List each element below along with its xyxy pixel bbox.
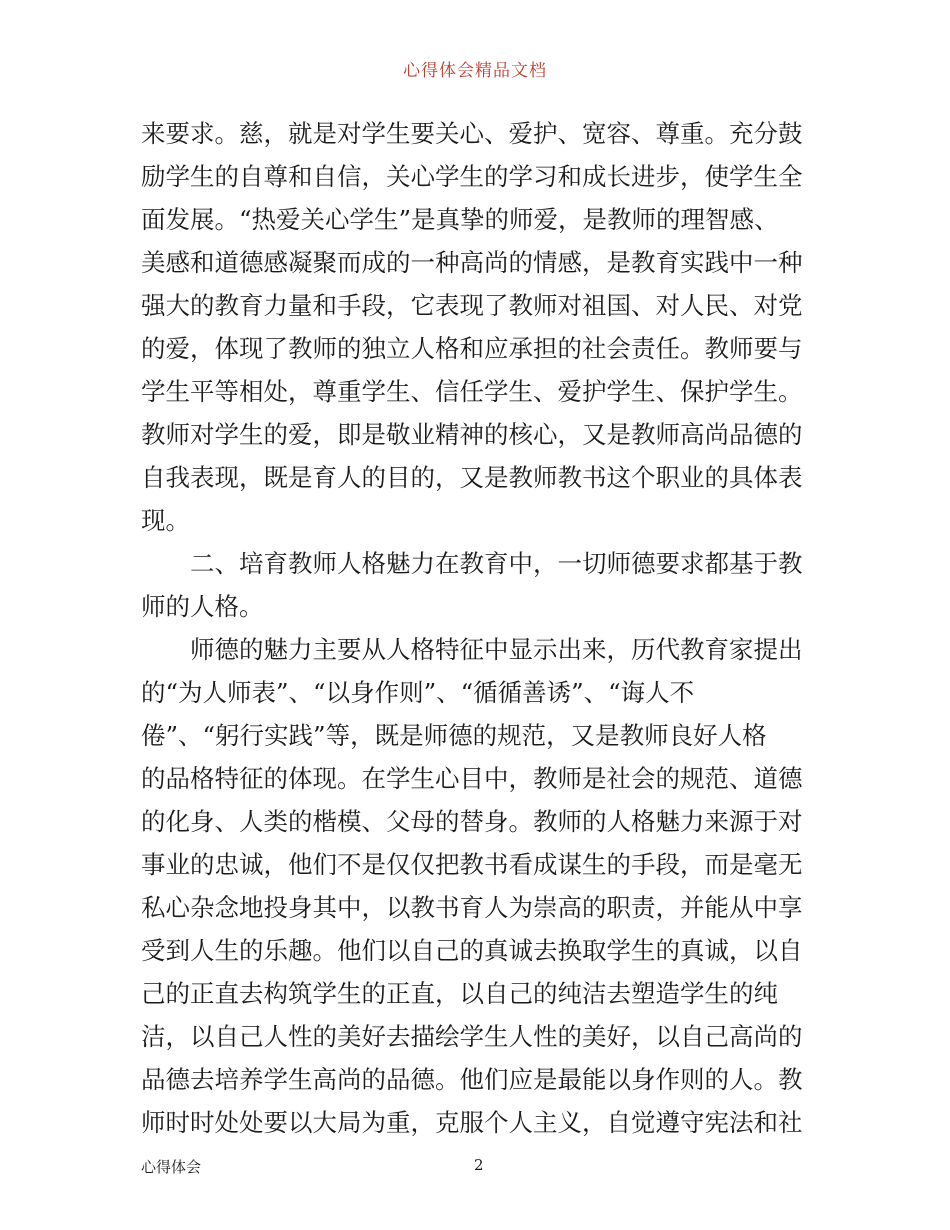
paragraph-start-line: 师德的魅力主要从人格特征中显示出来，历代教育家提出 — [190, 635, 803, 664]
text-line: 励学生的自尊和自信，关心学生的学习和成长进步，使学生全 — [141, 162, 803, 191]
text-line: 美感和道德感凝聚而成的一种高尚的情感，是教育实践中一种 — [141, 248, 803, 277]
text-line: 倦”、“躬行实践”等，既是师德的规范，又是教师良好人格 — [141, 721, 767, 750]
text-line: 师时时处处要以大局为重，克服个人主义，自觉遵守宪法和社 — [141, 1108, 803, 1137]
page-number: 2 — [474, 1156, 484, 1174]
page-footer — [141, 1156, 817, 1178]
text-line: 强大的教育力量和手段，它表现了教师对祖国、对人民、对党 — [141, 291, 803, 320]
page-header: 心得体会精品文档 — [403, 61, 547, 81]
text-line: 自我表现，既是育人的目的，又是教师教书这个职业的具体表 — [141, 463, 803, 492]
text-line: 来要求。慈，就是对学生要关心、爱护、宽容、尊重。充分鼓 — [141, 119, 803, 148]
text-line: 现。 — [141, 506, 190, 535]
text-line: 的“为人师表”、“以身作则”、“循循善诱”、“诲人不 — [141, 678, 695, 707]
text-line: 私心杂念地投身其中，以教书育人为崇高的职责，并能从中享 — [141, 893, 803, 922]
text-line: 的品格特征的体现。在学生心目中，教师是社会的规范、道德 — [141, 764, 803, 793]
text-line: 品德去培养学生高尚的品德。他们应是最能以身作则的人。教 — [141, 1065, 803, 1094]
text-line: 学生平等相处，尊重学生、信任学生、爱护学生、保护学生。 — [141, 377, 803, 406]
text-line: 的爱，体现了教师的独立人格和应承担的社会责任。教师要与 — [141, 334, 803, 363]
text-line: 师的人格。 — [141, 592, 264, 621]
text-line: 事业的忠诚，他们不是仅仅把教书看成谋生的手段，而是毫无 — [141, 850, 803, 879]
text-line: 面发展。“热爱关心学生”是真挚的师爱，是教师的理智感、 — [141, 205, 779, 234]
text-line: 洁，以自己人性的美好去描绘学生人性的美好，以自己高尚的 — [141, 1022, 803, 1051]
footer-label: 心得体会 — [141, 1158, 202, 1176]
document-body — [141, 112, 817, 1144]
text-line: 的化身、人类的楷模、父母的替身。教师的人格魅力来源于对 — [141, 807, 803, 836]
text-line: 教师对学生的爱，即是敬业精神的核心，又是教师高尚品德的 — [141, 420, 803, 449]
text-line: 受到人生的乐趣。他们以自己的真诚去换取学生的真诚，以自 — [141, 936, 803, 965]
text-line: 己的正直去构筑学生的正直，以自己的纯洁去塑造学生的纯 — [141, 979, 778, 1008]
paragraph-start-line: 二、培育教师人格魅力在教育中，一切师德要求都基于教 — [190, 549, 803, 578]
